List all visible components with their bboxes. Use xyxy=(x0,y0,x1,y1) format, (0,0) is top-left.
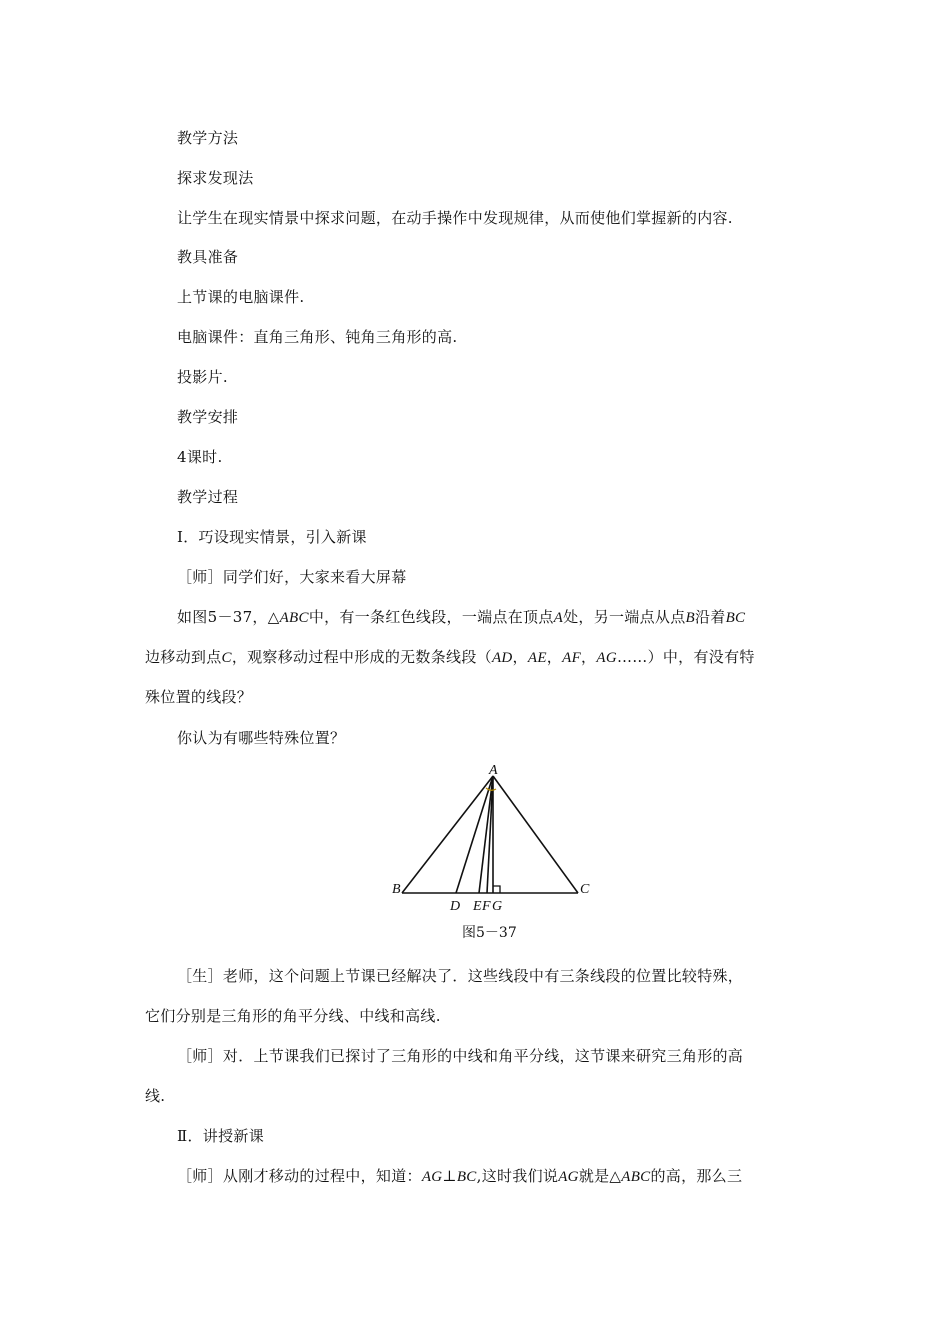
text-aid-2: 电脑课件：直角三角形、钝角三角形的高. xyxy=(177,328,458,346)
text-aid-3: 投影片. xyxy=(177,368,228,386)
label-g: G xyxy=(492,899,503,914)
question-line: 你认为有哪些特殊位置？ xyxy=(177,729,346,747)
label-d: D xyxy=(450,899,461,914)
label-c: C xyxy=(580,882,590,897)
triangle-figure xyxy=(390,762,600,914)
side-ac xyxy=(493,776,578,893)
section-2-title: Ⅱ．讲授新课 xyxy=(177,1127,264,1145)
label-a: A xyxy=(489,763,498,778)
side-ab xyxy=(402,776,493,893)
label-f: F xyxy=(482,899,491,914)
para4-line1: ［师］从刚才移动的过程中，知道：AG⊥BC,这时我们说AG就是△ABC的高，那么三 xyxy=(177,1167,743,1185)
teacher-line-1: ［师］同学们好，大家来看大屏幕 xyxy=(177,568,407,586)
text-method-desc: 让学生在现实情景中探求问题，在动手操作中发现规律，从而使他们掌握新的内容. xyxy=(177,209,733,227)
para3-line2: 线. xyxy=(145,1087,166,1105)
para2-line2: 它们分别是三角形的角平分线、中线和高线. xyxy=(145,1007,441,1025)
heading-teaching-method: 教学方法 xyxy=(177,129,239,147)
heading-teaching-aids: 教具准备 xyxy=(177,248,239,266)
text-aid-1: 上节课的电脑课件. xyxy=(177,288,305,306)
para2-line1: ［生］老师，这个问题上节课已经解决了．这些线段中有三条线段的位置比较特殊， xyxy=(177,967,744,985)
section-1-title: Ⅰ．巧设现实情景，引入新课 xyxy=(177,528,367,546)
segment-ae xyxy=(479,776,493,893)
figure-caption: 图5－37 xyxy=(462,925,517,941)
text-method-name: 探求发现法 xyxy=(177,169,254,187)
heading-teaching-process: 教学过程 xyxy=(177,488,239,506)
label-b: B xyxy=(392,882,401,897)
right-angle-mark xyxy=(493,886,500,893)
para1-line1: 如图5－37，△ABC中，有一条红色线段，一端点在顶点A处，另一端点从点B沿着BC xyxy=(177,608,746,626)
para1-line3: 殊位置的线段？ xyxy=(145,688,253,706)
label-e: E xyxy=(473,899,482,914)
heading-teaching-schedule: 教学安排 xyxy=(177,408,239,426)
para1-line2: 边移动到点C，观察移动过程中形成的无数条线段（AD，AE，AF，AG……）中，有没有特 xyxy=(145,648,755,666)
para3-line1: ［师］对．上节课我们已探讨了三角形的中线和角平分线，这节课来研究三角形的高 xyxy=(177,1047,744,1065)
text-schedule: 4课时. xyxy=(177,448,223,466)
